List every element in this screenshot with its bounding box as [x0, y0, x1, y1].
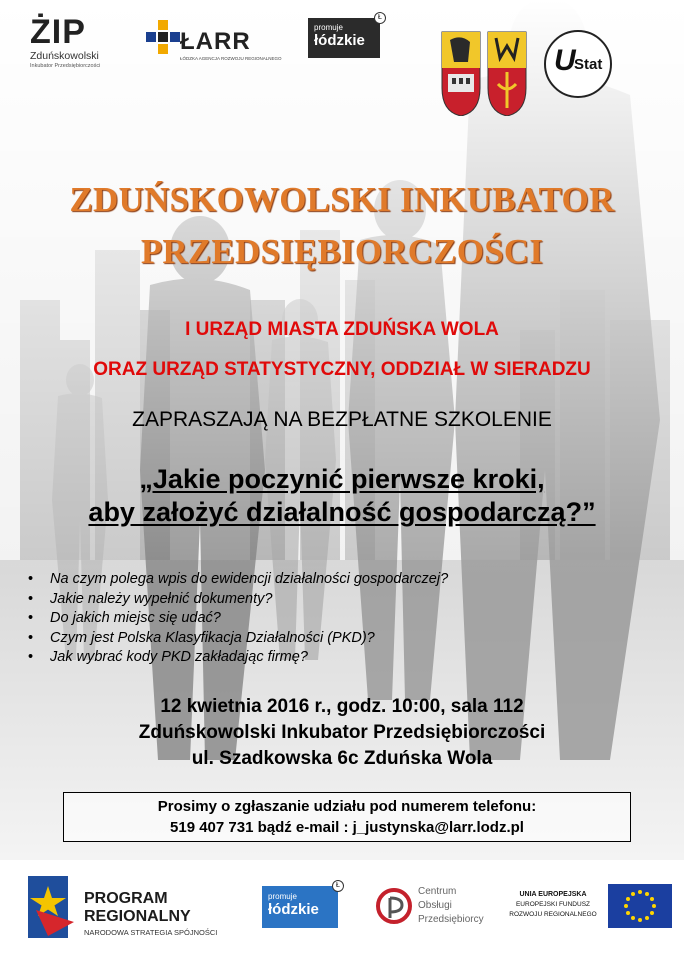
program-regionalny-logo [28, 876, 238, 940]
list-item: • Jakie należy wypełnić dokumenty? [28, 590, 648, 610]
centrum-obslugi-emblem-icon [376, 886, 412, 926]
eu-line-1: UNIA EUROPEJSKA [519, 891, 587, 898]
larr-emblem-icon [146, 20, 180, 54]
larr-logo-tagline: ŁÓDZKA AGENCJA ROZWOJU REGIONALNEGO [180, 56, 282, 61]
zip-logo-name: ŻIP [30, 13, 86, 51]
invitation-text: ZAPRASZAJĄ NA BEZPŁATNE SZKOLENIE [132, 408, 552, 431]
contact-box [63, 792, 631, 842]
eu-line-3: ROZWOJU REGIONALNEGO [509, 911, 597, 918]
list-item: • Czym jest Polska Klasyfikacja Działalności (PKD)? [28, 629, 648, 649]
zip-logo [30, 14, 116, 80]
promuje-logo-bottom-word: łódzkie [314, 32, 365, 49]
promuje-logo-bottom-top-word: promuje [268, 892, 297, 901]
ustat-logo-u: U [554, 44, 576, 77]
coat-of-arms-zdunska-wola-icon [486, 28, 528, 116]
coat-of-arms-sieradz-icon [440, 28, 482, 116]
title-line-2: PRZEDSIĘBIORCZOŚCI [140, 232, 544, 271]
contact-line-1: Prosimy o zgłaszanie udziału pod numerem telefonu: [157, 798, 537, 815]
promuje-lodzkie-logo-top [308, 14, 382, 58]
partners-line-2: ORAZ URZĄD STATYSTYCZNY, ODDZIAŁ W SIERADZU [93, 359, 591, 380]
event-place: Zduńskowolski Inkubator Przedsiębiorczości [138, 722, 546, 743]
copyright-mark-icon: Ł [374, 12, 386, 24]
centrum-obslugi-logo [376, 884, 486, 930]
larr-logo [146, 18, 282, 68]
list-item: • Do jakich miejsc się udać? [28, 609, 648, 629]
partners-line-1: I URZĄD MIASTA ZDUŃSKA WOLA [185, 319, 499, 340]
program-line-3: NARODOWA STRATEGIA SPÓJNOŚCI [84, 928, 218, 937]
zip-logo-line2: Inkubator Przedsiębiorczości [30, 63, 101, 69]
program-line-2: REGIONALNY [84, 908, 191, 925]
eu-line-2: EUROPEJSKI FUNDUSZ [515, 901, 591, 908]
list-item: • Na czym polega wpis do ewidencji działalności gospodarczej? [28, 570, 648, 590]
topics-list [28, 570, 648, 668]
eu-flag-icon [608, 884, 672, 928]
promuje-lodzkie-logo-bottom [262, 882, 340, 928]
promuje-logo-top-word: promuje [314, 23, 343, 32]
cop-line-3: Przedsiębiorcy [418, 914, 484, 925]
contact-line-2[interactable]: 519 407 731 bądź e-mail : j_justynska@larr.lodz.pl [170, 819, 524, 836]
title-line-1: ZDUŃSKOWOLSKI INKUBATOR [69, 180, 615, 219]
event-datetime: 12 kwietnia 2016 r., godz. 10:00, sala 112 [160, 696, 524, 717]
promuje-logo-bottom-main-word: łódzkie [268, 901, 319, 918]
zip-logo-line1: Zduńskowolski [30, 50, 99, 62]
event-address: ul. Szadkowska 6c Zduńska Wola [191, 748, 493, 769]
cop-line-1: Centrum [418, 886, 457, 897]
eu-fund-text [500, 890, 606, 920]
program-line-1: PROGRAM [84, 890, 168, 907]
ustat-logo [544, 30, 612, 98]
training-title-line-1: „Jakie poczynić pierwsze kroki, [139, 464, 545, 494]
training-title-line-2: aby założyć działalność gospodarczą?” [88, 497, 596, 527]
list-item: • Jak wybrać kody PKD zakładając firmę? [28, 648, 648, 668]
cop-line-2: Obsługi [418, 900, 452, 911]
larr-logo-name: ŁARR [180, 28, 251, 55]
copyright-mark-icon: Ł [332, 880, 344, 892]
ustat-logo-stat: Stat [574, 56, 603, 73]
program-regionalny-star-icon [28, 876, 80, 938]
